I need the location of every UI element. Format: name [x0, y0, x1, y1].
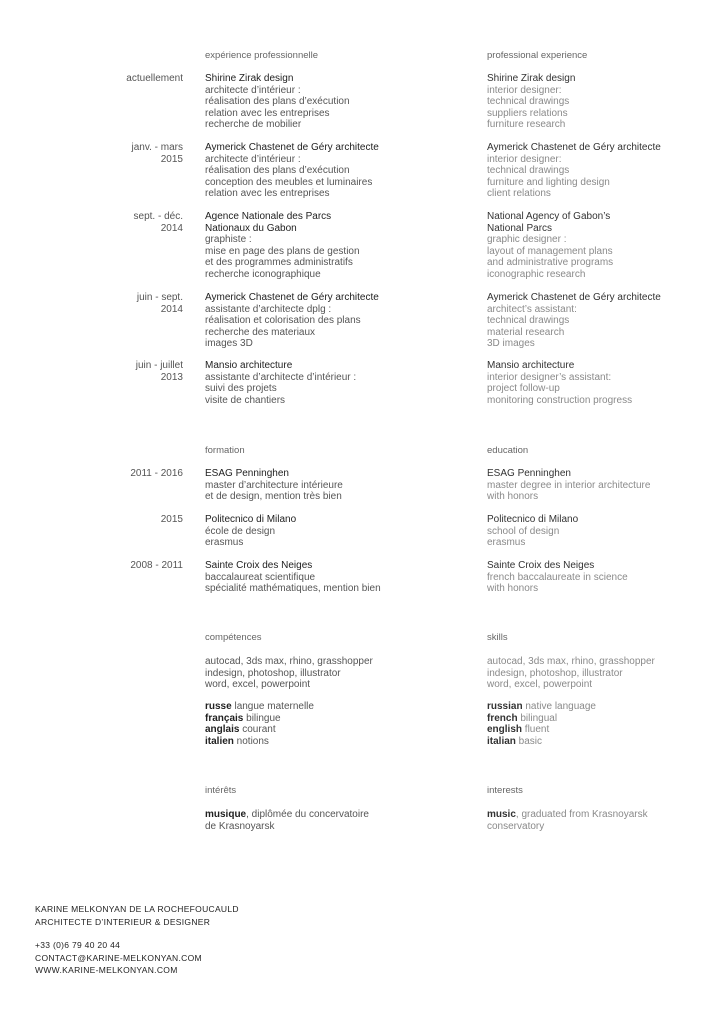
entry-date: juin - sept. 2014	[136, 292, 183, 315]
entry-line: réalisation des plans d’exécution	[205, 96, 350, 107]
entry-fr	[205, 211, 475, 280]
entry-en	[487, 560, 717, 595]
entry-date: 2015	[160, 514, 183, 525]
entry-line: monitoring construction progress	[487, 394, 633, 406]
entry-line: master degree in interior architecture	[487, 479, 651, 491]
entry-line: technical drawings	[487, 165, 570, 176]
software-skills-en: autocad, 3ds max, rhino, grasshopper indesign, photoshop, illustrator word, excel, powerpoint	[487, 656, 655, 690]
entry-line: images 3D	[205, 338, 253, 349]
entry-line: 3D images	[487, 338, 535, 349]
entry-line: interior designer’s assistant:	[487, 371, 612, 383]
entry-title: National Agency of Gabon’s	[487, 211, 611, 222]
entry-line: réalisation et colorisation des plans	[205, 315, 361, 326]
education-header-en: education	[487, 445, 529, 456]
entry-fr	[205, 142, 475, 200]
footer-email[interactable]: CONTACT@KARINE-MELKONYAN.COM	[35, 952, 202, 963]
entry-fr	[205, 468, 475, 503]
language-skills-en	[487, 701, 717, 747]
entry-title: Shirine Zirak design	[487, 73, 576, 84]
entry-line: master d’architecture intérieure	[205, 479, 343, 491]
footer-role: ARCHITECTE D’INTERIEUR & DESIGNER	[35, 916, 211, 927]
entry-title: Mansio architecture	[487, 360, 575, 371]
entry-line: client relations	[487, 188, 551, 199]
entry-title: Aymerick Chastenet de Géry architecte	[205, 142, 379, 153]
entry-line: relation avec les entreprises	[205, 107, 330, 119]
entry-title: Aymerick Chastenet de Géry architecte	[487, 292, 661, 303]
education-header-fr: formation	[205, 445, 245, 456]
entry-line: relation avec les entreprises	[205, 188, 330, 199]
entry-title: National Parcs	[487, 222, 553, 234]
entry-line: réalisation des plans d’exécution	[205, 165, 350, 176]
entry-line: visite de chantiers	[205, 394, 286, 406]
skills-header-en: skills	[487, 632, 508, 643]
entry-title: ESAG Penninghen	[205, 468, 289, 479]
entry-en	[487, 514, 717, 549]
entry-line: iconographic research	[487, 268, 586, 280]
entry-line: furniture and lighting design	[487, 176, 610, 188]
entry-line: architecte d’intérieur :	[205, 153, 301, 165]
experience-header-en: professional experience	[487, 50, 588, 61]
entry-date: janv. - mars 2015	[131, 142, 183, 165]
language-item: russe langue maternelle	[205, 701, 314, 712]
entry-line: et des programmes administratifs	[205, 257, 353, 268]
entry-line: graphiste :	[205, 234, 252, 245]
language-item: french bilingual	[487, 712, 558, 724]
language-item: italien notions	[205, 735, 269, 747]
entry-line: recherche des materiaux	[205, 326, 316, 338]
entry-fr	[205, 560, 475, 595]
entry-en	[487, 292, 717, 350]
entry-title: Aymerick Chastenet de Géry architecte	[205, 292, 379, 303]
footer-identity	[35, 903, 239, 928]
entry-en	[487, 211, 717, 280]
language-skills-fr	[205, 701, 475, 747]
entry-date: sept. - déc. 2014	[133, 211, 183, 234]
entry-line: technical drawings	[487, 96, 570, 107]
entry-date: 2011 - 2016	[130, 468, 183, 479]
entry-line: furniture research	[487, 119, 566, 130]
entry-title: Shirine Zirak design	[205, 73, 294, 84]
entry-fr	[205, 360, 475, 406]
entry-line: and administrative programs	[487, 257, 614, 268]
entry-line: recherche iconographique	[205, 268, 321, 280]
entry-line: erasmus	[487, 537, 526, 548]
entry-line: suivi des projets	[205, 383, 277, 394]
interests-en: music, graduated from Krasnoyarsk conservatory	[487, 809, 648, 832]
entry-line: with honors	[487, 583, 539, 594]
footer-contact	[35, 939, 202, 977]
entry-date: 2008 - 2011	[130, 560, 183, 571]
entry-date: actuellement	[126, 73, 183, 84]
entry-title: Agence Nationale des Parcs	[205, 211, 332, 222]
entry-title: Aymerick Chastenet de Géry architecte	[487, 142, 661, 153]
entry-line: french baccalaureate in science	[487, 571, 628, 583]
entry-line: suppliers relations	[487, 107, 568, 119]
entry-line: material research	[487, 326, 565, 338]
skills-header-fr: compétences	[205, 632, 262, 643]
entry-fr	[205, 514, 475, 549]
language-item: russian native language	[487, 701, 596, 712]
entry-line: baccalaureat scientifique	[205, 571, 316, 583]
language-item: anglais courant	[205, 724, 276, 735]
entry-line: technical drawings	[487, 315, 570, 326]
entry-title: Sainte Croix des Neiges	[487, 560, 595, 571]
entry-line: assistante d’architecte dplg :	[205, 303, 332, 315]
entry-en	[487, 468, 717, 503]
software-skills-fr: autocad, 3ds max, rhino, grasshopper indesign, photoshop, illustrator word, excel, powerpoint	[205, 656, 373, 690]
entry-line: interior designer:	[487, 153, 562, 165]
entry-line: graphic designer :	[487, 234, 567, 245]
language-item: italian basic	[487, 735, 543, 747]
interests-fr: musique, diplômée du concervatoire de Krasnoyarsk	[205, 809, 369, 832]
entry-line: recherche de mobilier	[205, 119, 302, 130]
entry-line: layout of management plans	[487, 245, 613, 257]
interests-header-en: interests	[487, 785, 523, 796]
entry-title: Politecnico di Milano	[205, 514, 297, 525]
entry-en	[487, 142, 717, 200]
language-item: français bilingue	[205, 712, 281, 724]
interests-header-fr: intérêts	[205, 785, 237, 796]
entry-line: conception des meubles et luminaires	[205, 176, 373, 188]
entry-en	[487, 360, 717, 406]
footer-name: KARINE MELKONYAN DE LA ROCHEFOUCAULD	[35, 904, 239, 914]
entry-date: juin - juillet 2013	[135, 360, 183, 383]
entry-en	[487, 73, 717, 131]
entry-line: interior designer:	[487, 84, 562, 96]
entry-line: mise en page des plans de gestion	[205, 245, 360, 257]
entry-line: école de design	[205, 525, 276, 537]
entry-title: Sainte Croix des Neiges	[205, 560, 313, 571]
entry-title: Politecnico di Milano	[487, 514, 579, 525]
entry-title: ESAG Penninghen	[487, 468, 571, 479]
entry-line: et de design, mention très bien	[205, 491, 342, 502]
entry-line: with honors	[487, 491, 539, 502]
entry-line: architect’s assistant:	[487, 303, 577, 315]
entry-line: spécialité mathématiques, mention bien	[205, 583, 381, 594]
experience-header-fr: expérience professionnelle	[205, 50, 319, 61]
entry-line: erasmus	[205, 537, 244, 548]
entry-line: project follow-up	[487, 383, 560, 394]
entry-fr	[205, 292, 475, 350]
entry-line: assistante d’architecte d’intérieur :	[205, 371, 357, 383]
entry-line: architecte d’intérieur :	[205, 84, 301, 96]
entry-title: Nationaux du Gabon	[205, 222, 297, 234]
footer-phone: +33 (0)6 79 40 20 44	[35, 940, 121, 950]
entry-title: Mansio architecture	[205, 360, 293, 371]
footer-website[interactable]: WWW.KARINE-MELKONYAN.COM	[35, 965, 178, 975]
language-item: english fluent	[487, 724, 550, 735]
entry-line: school of design	[487, 525, 560, 537]
entry-fr	[205, 73, 475, 131]
